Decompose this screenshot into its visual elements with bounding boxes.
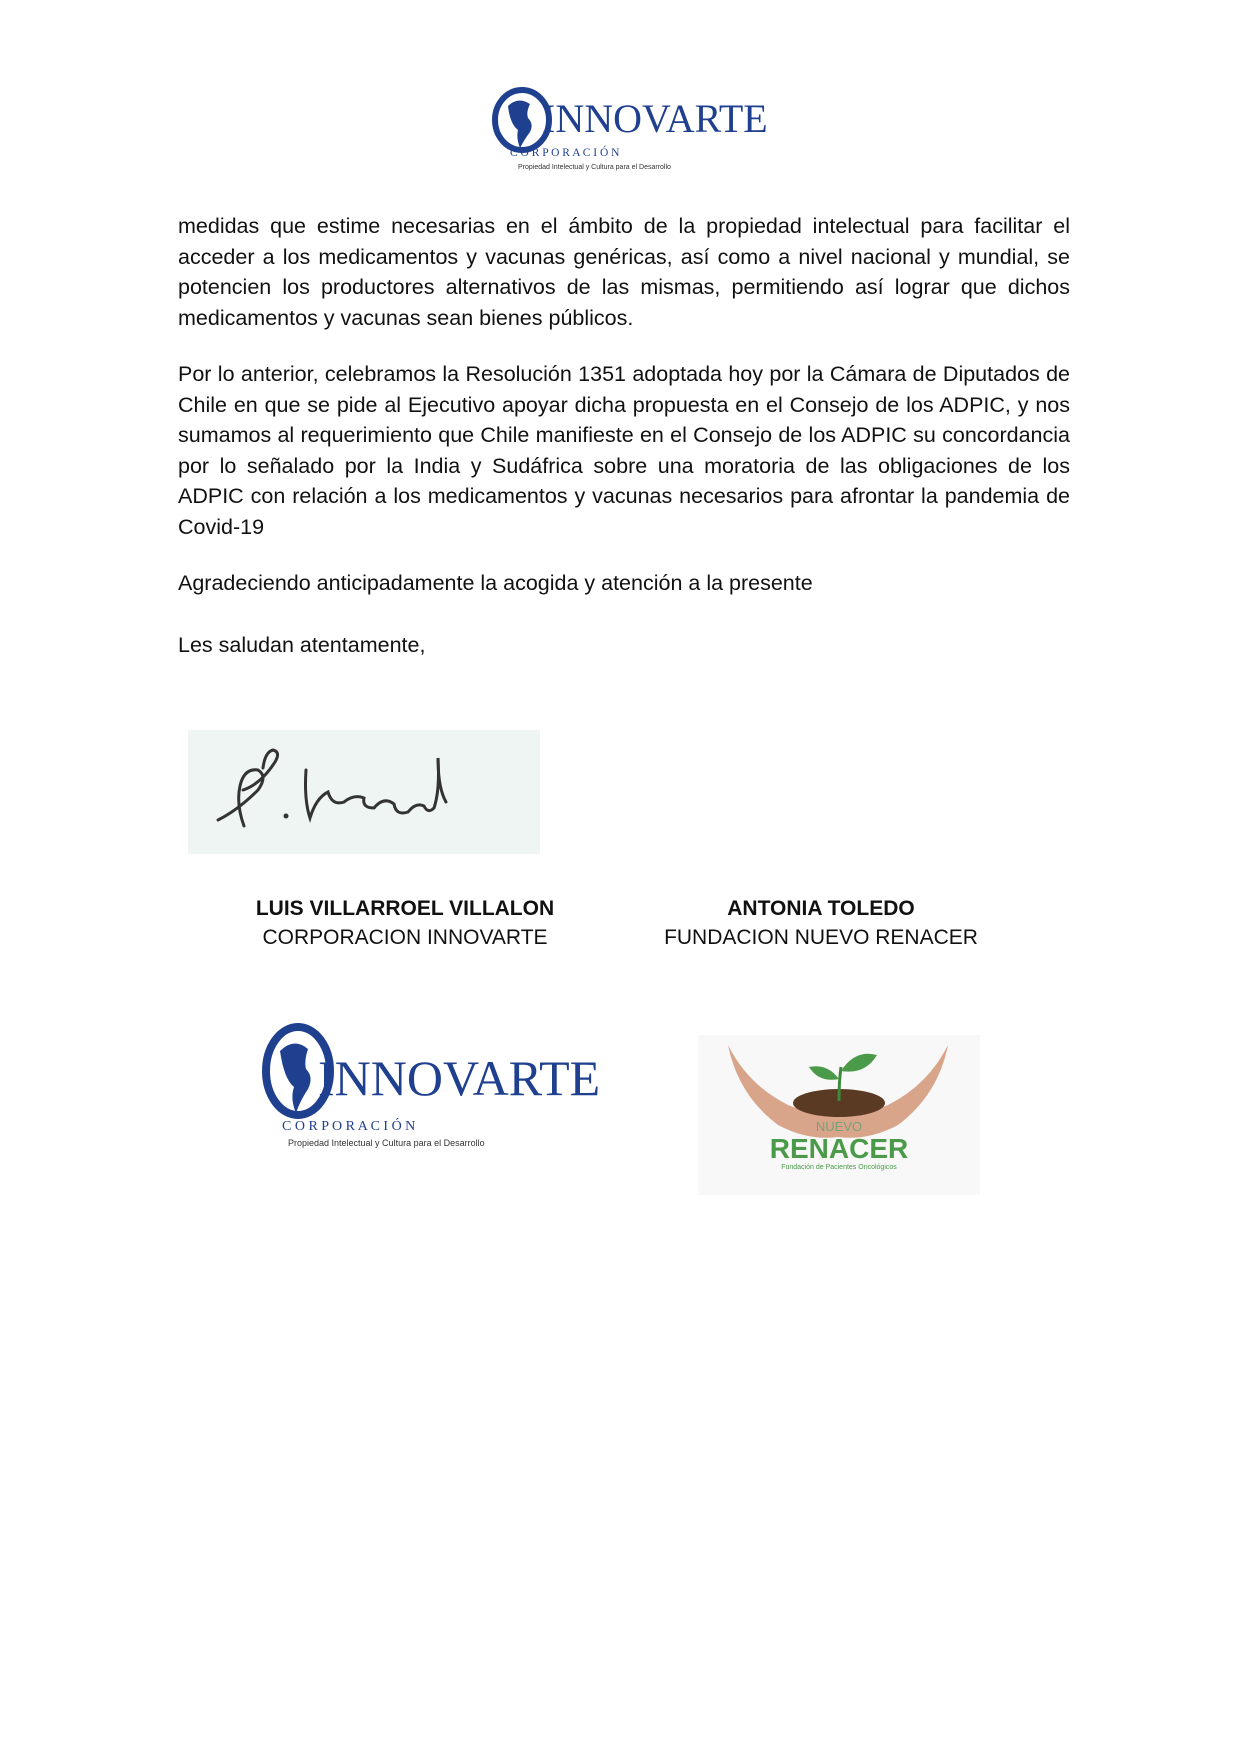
header-logo: [490, 82, 768, 174]
signature-image: [188, 730, 540, 854]
logo-subtitle: C O R P O R A C I Ó N: [510, 147, 620, 159]
salutation: Les saludan atentamente,: [178, 633, 426, 657]
signatory-2-organization: FUNDACION NUEVO RENACER: [664, 926, 978, 949]
renacer-line-2: RENACER: [769, 1133, 909, 1164]
signatory-1-name: LUIS VILLARROEL VILLALON: [255, 897, 555, 920]
closing-line: Agradeciendo anticipadamente la acogida y atención a la presente: [178, 571, 813, 595]
logo-tagline: Propiedad Intelectual y Cultura para el Desarrollo: [518, 164, 671, 171]
handwritten-signature-icon: [188, 730, 540, 854]
innovarte-footer-icon: [260, 1015, 601, 1155]
footer-logo-wordmark: INNOVARTE: [318, 1050, 601, 1106]
renacer-line-1: NUEVO: [815, 1119, 863, 1134]
renacer-hands-plant-icon: [698, 1035, 980, 1195]
logo-wordmark: INNOVARTE: [542, 96, 768, 141]
footer-logo-tagline: Propiedad Intelectual y Cultura para el Desarrollo: [288, 1138, 485, 1148]
paragraph-2: Por lo anterior, celebramos la Resolución 1351 adoptada hoy por la Cámara de Diputados de Chile en que se pide al Ejecutivo apoyar dicha propuesta en el Consejo de los ADPIC, y nos sumamos al requerimiento que Chile manifieste en el Consejo de los ADPIC su concordancia por lo señalado por la India y Sudáfrica sobre una moratoria de las obligaciones de los ADPIC con relación a los medicamentos y vacunas necesarios para afrontar la pandemia de Covid-19: [178, 362, 1070, 539]
paragraph-1: medidas que estime necesarias en el ámbito de la propiedad intelectual para facilitar el acceder a los medicamentos y vacunas genéricas, así como a nivel nacional y mundial, se potencien los productores alternativos de las mismas, permitiendo así lograr que dichos medicamentos y vacunas sean bienes públicos.: [178, 214, 1070, 330]
footer-innovarte-logo: [260, 1015, 601, 1155]
signatory-1-organization: CORPORACION INNOVARTE: [262, 926, 548, 949]
footer-logo-subtitle: C O R P O R A C I Ó N: [282, 1119, 416, 1134]
renacer-tagline: Fundación de Pacientes Oncológicos: [781, 1164, 897, 1171]
footer-renacer-logo: [698, 1035, 980, 1195]
innovarte-logo-icon: [490, 82, 768, 174]
signatory-2-name: ANTONIA TOLEDO: [727, 897, 915, 920]
